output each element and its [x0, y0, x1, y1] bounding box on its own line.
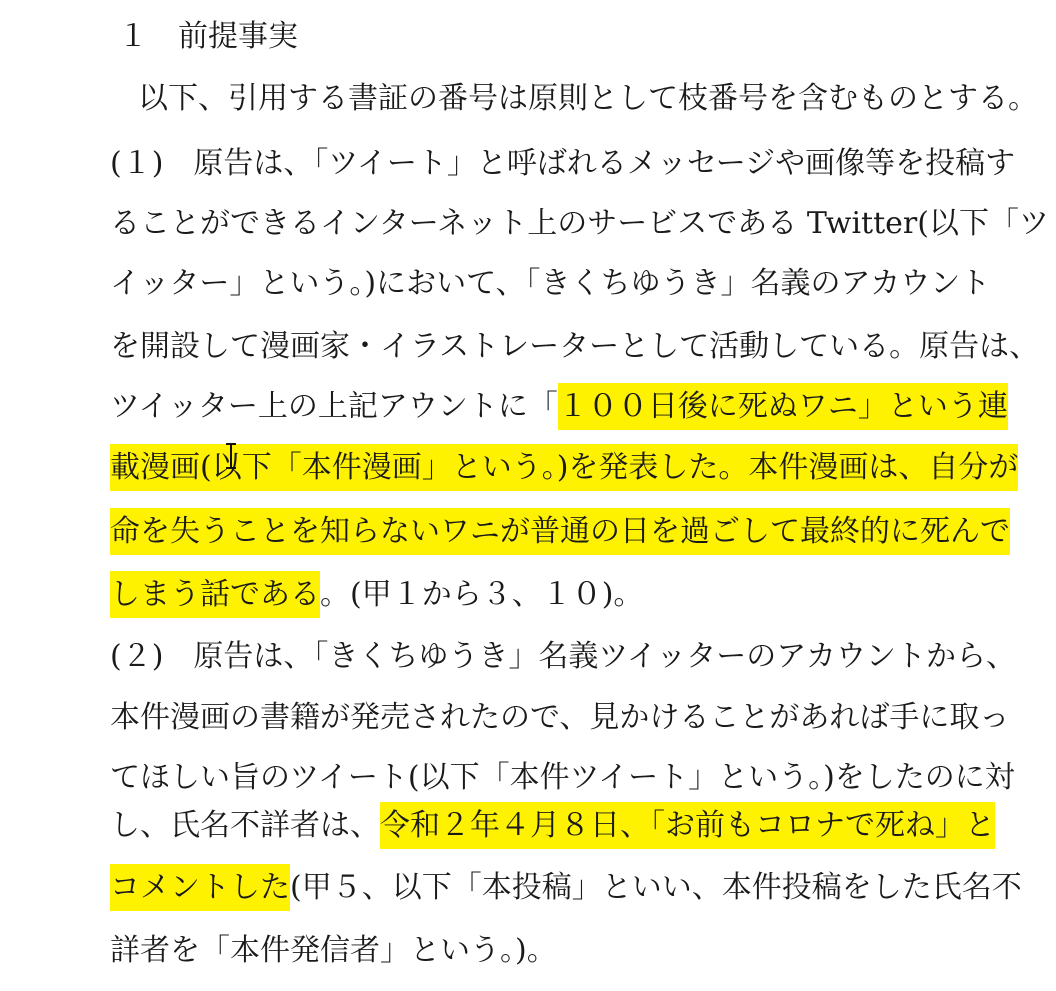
highlight-span: 令和２年４月８日、「お前もコロナで死ね」と [380, 802, 995, 849]
p1-line-8 [110, 572, 710, 618]
p1-line-4: を開設して漫画家・イラストレーターとして活動している。原告は、 [110, 329, 1040, 364]
p2-line-5 [110, 865, 1022, 911]
p1-line-1: (１) 原告は、「ツイート」と呼ばれるメッセージや画像等を投稿す [110, 146, 1016, 181]
highlight-span: １００日後に死ぬワニ」という連 [558, 383, 1008, 430]
highlight-span: 命を失うことを知らないワニが普通の日を過ごして最終的に死んで [110, 508, 1010, 555]
p2-line-3: てほしい旨のツイート(以下「本件ツイート」という。)をしたのに対 [110, 760, 1015, 795]
p1-line-5-text: ツイッター上の上記アウントに「 [110, 389, 558, 424]
p2-line-4-text: し、氏名不詳者は、 [110, 808, 380, 843]
section-heading: １ 前提事実 [118, 19, 298, 54]
p2-line-6: 詳者を「本件発信者」という。)。 [110, 933, 557, 968]
p1-line-7 [110, 509, 1010, 555]
p2-line-2: 本件漫画の書籍が発売されたので、見かけることがあれば手に取っ [110, 700, 1010, 735]
p1-line-5 [110, 384, 1008, 430]
p2-line-1: (２) 原告は、「きくちゆうき」名義ツイッターのアカウントから、 [110, 639, 1017, 674]
p2-line-4 [110, 803, 995, 849]
highlight-span: コメントした [110, 864, 290, 911]
highlight-span: しまう話である [110, 571, 320, 618]
highlight-span: 載漫画(以下「本件漫画」という。)を発表した。本件漫画は、自分が [110, 444, 1018, 491]
intro-line: 以下、引用する書証の番号は原則として枝番号を含むものとする。 [138, 81, 1038, 116]
text-cursor-icon [224, 443, 238, 469]
p1-line-2: ることができるインターネット上のサービスである Twitter(以下「ツ [110, 206, 1049, 241]
p1-line-8-text: 。(甲１から３、１０)。 [320, 577, 644, 612]
p1-line-3: イッター」という。)において、「きくちゆうき」名義のアカウント [110, 266, 991, 301]
p2-line-5-text: (甲５、以下「本投稿」といい、本件投稿をした氏名不 [290, 870, 1022, 905]
